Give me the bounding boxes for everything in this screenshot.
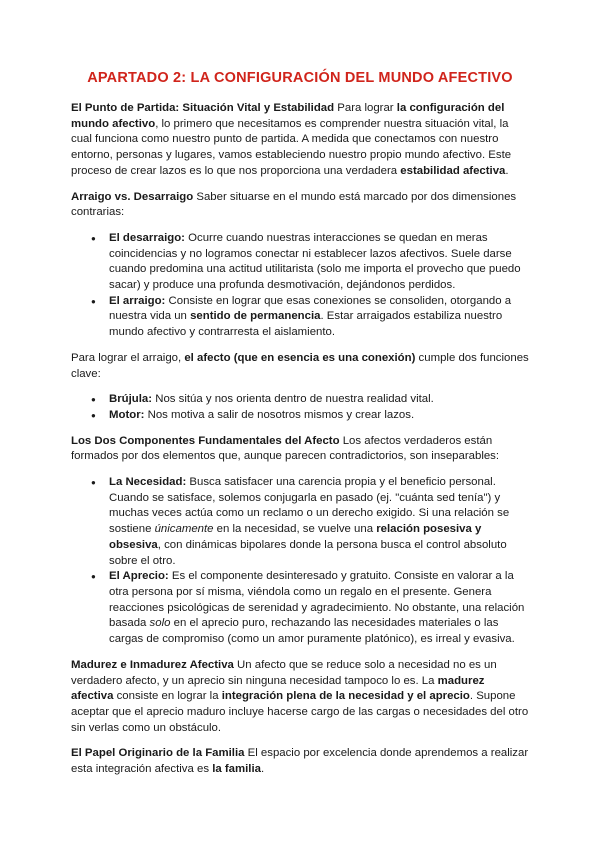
page-title: APARTADO 2: LA CONFIGURACIÓN DEL MUNDO AFECTIVO [87,70,513,86]
paragraph-familia: El Papel Originario de la Familia El espacio por excelencia donde aprendemos a realizar esta integración afectiva es la familia. [71,747,529,776]
document-body [71,101,529,788]
list-item-brujula: ● Brújula: Nos sitúa y nos orienta dentro de nuestra realidad vital. [109,392,529,408]
list-funciones [71,392,529,423]
paragraph-arraigo-desarraigo: Arraigo vs. Desarraigo Saber situarse en el mundo está marcado por dos dimensiones contrarias: [71,190,517,219]
section-heading: El Punto de Partida: Situación Vital y Estabilidad [71,102,335,114]
list-item-motor: ● Motor: Nos motiva a salir de nosotros mismos y crear lazos. [109,408,529,424]
list-item-necesidad: ● La Necesidad: Busca satisfacer una carencia propia y el beneficio personal. Cuando se satisface, solemos conjugarla en pasado (ej. "cuánta sed tenía") y muchas veces actúa como un reclamo o un derecho exigido. Si una relación se sostiene únicamente en la necesidad, se vuelve una relación posesiva y obsesiva, con dinámicas bipolares donde la persona busca el control absoluto sobre el otro. [109,475,529,569]
list-item-aprecio: ● El Aprecio: Es el componente desinteresado y gratuito. Consiste en valorar a la otra persona por sí misma, viéndola como un regalo en el presente. Genera reacciones psicológicas de serenidad y agradecimiento. No obstante, una relación basada solo en el aprecio puro, rechazando las necesidades materiales o las cargas de compromiso (como un amor puramente platónico), es irreal y evasiva. [109,569,529,648]
list-item-desarraigo: ● El desarraigo: Ocurre cuando nuestras interacciones se quedan en meras coincidencias y no logramos conectar ni establecer lazos afectivos. Suele darse cuando predomina una actitud utilitarista (solo me importa el provecho que puedo sacar) y produce una profunda desmotivación, dejándonos perdidos. [109,231,529,294]
section-heading: Los Dos Componentes Fundamentales del Afecto [71,434,340,447]
paragraph-madurez: Madurez e Inmadurez Afectiva Un afecto que se reduce solo a necesidad no es un verdadero afecto, y un aprecio sin ninguna necesidad tampoco lo es. La madurez afectiva consiste en lograr la integración plena de la necesidad y el aprecio. Supone aceptar que el aprecio maduro incluye hacerse cargo de las cargas o necesidades del otro sin verlas como un obstáculo. [71,658,529,734]
paragraph-funciones-afecto: Para lograr el arraigo, el afecto (que en esencia es una conexión) cumple dos funciones clave: [71,351,529,380]
section-heading: Arraigo vs. Desarraigo [71,190,194,203]
list-componentes [71,475,529,648]
paragraph-componentes: Los Dos Componentes Fundamentales del Afecto Los afectos verdaderos están formados por dos elementos que, aunque parecen contradictorios, son inseparables: [71,434,500,463]
paragraph-punto-de-partida: El Punto de Partida: Situación Vital y Estabilidad Para lograr la configuración del mundo afectivo, lo primero que necesitamos es comprender nuestra situación vital, la cual funciona como nuestro punto de partida. A medida que conectamos con nuestro entorno, personas y lugares, vamos estableciendo nuestro propio mundo afectivo. Este proceso de crear lazos es lo que nos proporciona una verdadera estabilidad afectiva. [71,102,512,177]
section-heading: El Papel Originario de la Familia [71,747,245,760]
list-arraigo [71,231,529,341]
list-item-arraigo: ● El arraigo: Consiste en lograr que esas conexiones se consoliden, otorgando a nuestra vida un sentido de permanencia. Estar arraigados estabiliza nuestro mundo afectivo y contrarresta el aislamiento. [109,294,529,341]
section-heading: Madurez e Inmadurez Afectiva [71,658,234,671]
